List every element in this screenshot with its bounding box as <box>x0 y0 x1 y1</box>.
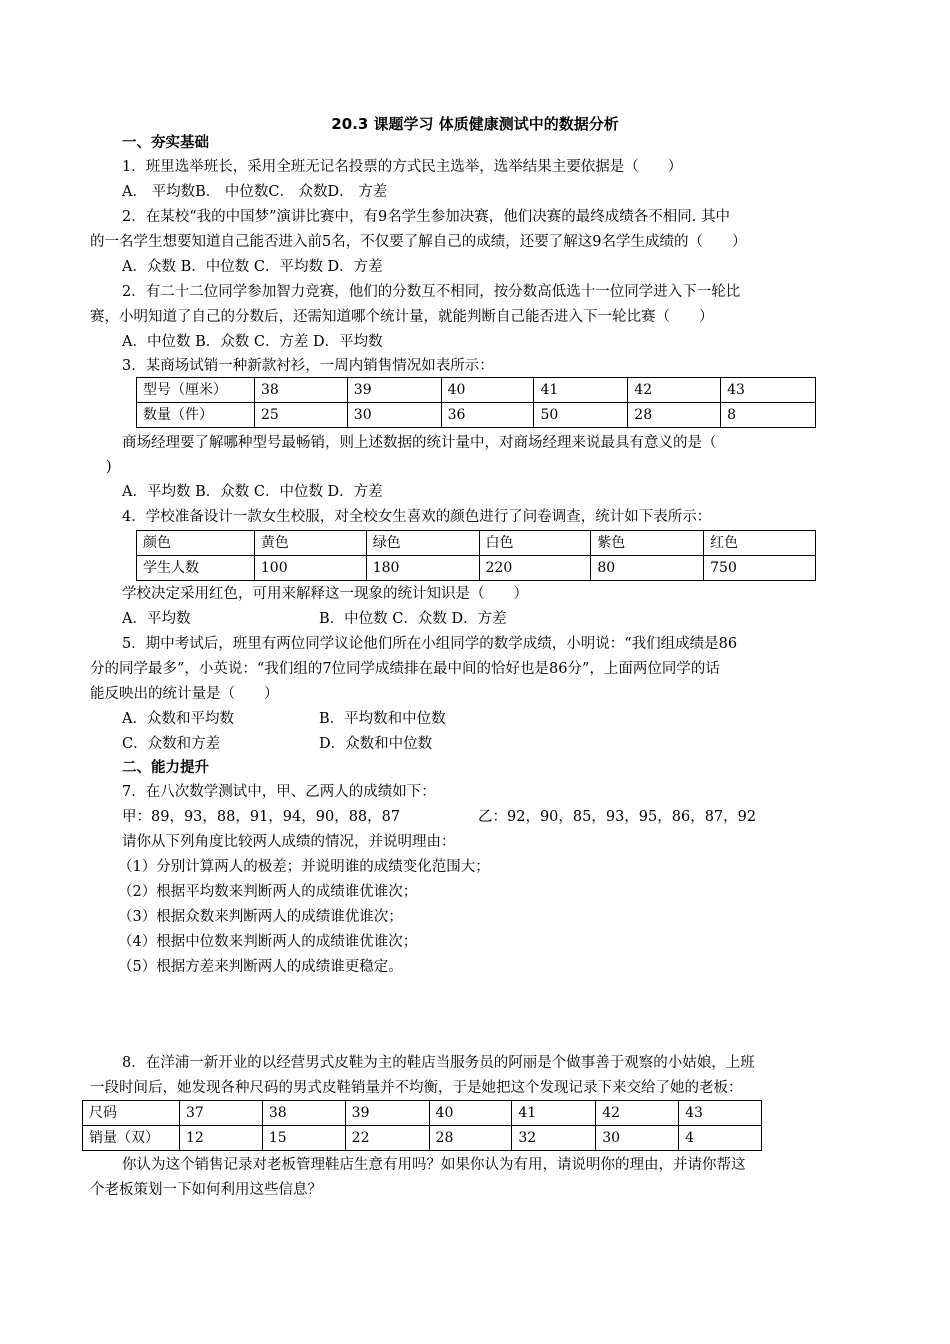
table-cell: 80 <box>591 556 704 581</box>
table-cell: 25 <box>254 403 347 428</box>
question-5-option-a: A．众数和平均数 <box>122 711 234 727</box>
table-cell: 黄色 <box>254 531 366 556</box>
question-7-item: （3）根据众数来判断两人的成绩谁优谁次； <box>118 909 403 925</box>
question-2b-line-2: 赛，小明知道了自己的分数后，还需知道哪个统计量，就能判断自己能否进入下一轮比赛（ ） <box>90 309 714 325</box>
table-cell: 50 <box>534 403 628 428</box>
question-2a-line-2: 的一名学生想要知道自己能否进入前5名，不仅要了解自己的成绩，还要了解这9名学生成绩的（ ） <box>90 234 747 250</box>
table-cell: 42 <box>596 1101 679 1126</box>
section-heading-improve: 二、能力提升 <box>122 760 209 776</box>
table-cell: 数量（件） <box>137 403 255 428</box>
question-7-item: （2）根据平均数来判断两人的成绩谁优谁次； <box>118 884 418 900</box>
table-cell: 43 <box>721 378 816 403</box>
table-cell: 40 <box>429 1101 512 1126</box>
question-4-stem: 4．学校准备设计一款女生校服，对全校女生喜欢的颜色进行了问卷调查，统计如下表所示： <box>122 509 712 525</box>
question-5-option-c: C．众数和方差 <box>122 736 221 752</box>
table-cell: 41 <box>534 378 628 403</box>
table-cell: 8 <box>721 403 816 428</box>
table-cell: 40 <box>441 378 534 403</box>
table-cell: 15 <box>262 1126 345 1151</box>
question-7-item: （5）根据方差来判断两人的成绩谁更稳定。 <box>118 959 403 975</box>
table-row <box>137 531 816 556</box>
question-8-line-2: 一段时间后，她发现各种尺码的男式皮鞋销量并不均衡，于是她把这个发现记录下来交给了她的老板： <box>90 1080 743 1096</box>
question-5-option-b: B．平均数和中位数 <box>319 711 446 727</box>
table-cell: 32 <box>512 1126 596 1151</box>
table-cell: 28 <box>628 403 721 428</box>
table-cell: 180 <box>366 556 479 581</box>
table-row <box>137 378 816 403</box>
question-3-line-1: 商场经理要了解哪种型号最畅销，则上述数据的统计量中，对商场经理来说最具有意义的是（ <box>122 435 717 451</box>
table-cell: 36 <box>441 403 534 428</box>
question-4-options-rest: B．中位数 C．众数 D．方差 <box>319 611 507 627</box>
color-survey-table <box>136 530 816 581</box>
table-cell: 38 <box>262 1101 345 1126</box>
table-cell: 12 <box>179 1126 262 1151</box>
question-8-line-3: 你认为这个销售记录对老板管理鞋店生意有用吗？如果你认为有用，请说明你的理由，并请你帮这 <box>122 1157 746 1173</box>
table-cell: 紫色 <box>591 531 704 556</box>
table-cell: 白色 <box>479 531 591 556</box>
page-title: 20.3 课题学习 体质健康测试中的数据分析 <box>331 115 619 133</box>
question-1-stem: 1．班里选举班长，采用全班无记名投票的方式民主选举，选举结果主要依据是（ ） <box>122 159 683 175</box>
table-cell: 学生人数 <box>137 556 255 581</box>
section-heading-basics: 一、夯实基础 <box>122 135 209 151</box>
question-3-line-2: ) <box>106 459 112 475</box>
table-cell: 39 <box>347 378 441 403</box>
question-2a-line-1: 2．在某校“我的中国梦”演讲比赛中，有9名学生参加决赛，他们决赛的最终成绩各不相同. 其中 <box>122 209 730 225</box>
table-row <box>137 403 816 428</box>
question-4-option-a: A．平均数 <box>122 611 191 627</box>
table-cell: 28 <box>429 1126 512 1151</box>
table-cell: 39 <box>345 1101 429 1126</box>
table-cell: 41 <box>512 1101 596 1126</box>
question-7-jia-scores: 甲：89，93，88，91，94，90，88，87 <box>122 809 401 825</box>
table-cell: 42 <box>628 378 721 403</box>
table-cell: 4 <box>679 1126 762 1151</box>
table-cell: 38 <box>254 378 347 403</box>
table-cell: 颜色 <box>137 531 255 556</box>
question-8-line-4: 个老板策划一下如何利用这些信息？ <box>90 1182 322 1198</box>
question-7-intro: 请你从下列角度比较两人成绩的情况，并说明理由： <box>122 834 456 850</box>
table-cell: 43 <box>679 1101 762 1126</box>
question-3-options: A．平均数 B．众数 C．中位数 D．方差 <box>122 484 383 500</box>
table-cell: 22 <box>345 1126 429 1151</box>
question-7-stem: 7．在八次数学测试中，甲、乙两人的成绩如下： <box>122 784 436 800</box>
table-row <box>83 1101 762 1126</box>
question-2b-line-1: 2．有二十二位同学参加智力竞赛，他们的分数互不相同，按分数高低选十一位同学进入下一轮比 <box>122 284 741 300</box>
table-cell: 30 <box>347 403 441 428</box>
table-cell: 红色 <box>704 531 816 556</box>
question-3-stem: 3．某商场试销一种新款衬衫，一周内销售情况如表所示： <box>122 358 494 374</box>
table-cell: 37 <box>179 1101 262 1126</box>
question-4-line-1: 学校决定采用红色，可用来解释这一现象的统计知识是（ ） <box>122 586 528 602</box>
table-cell: 750 <box>704 556 816 581</box>
table-cell: 30 <box>596 1126 679 1151</box>
question-2b-options: A．中位数 B．众数 C．方差 D．平均数 <box>122 334 383 350</box>
question-8-line-1: 8．在洋浦一新开业的以经营男式皮鞋为主的鞋店当服务员的阿丽是个做事善于观察的小姑娘，上班 <box>122 1055 755 1071</box>
table-row <box>137 556 816 581</box>
table-cell: 型号（厘米） <box>137 378 255 403</box>
table-cell: 销量（双） <box>83 1126 180 1151</box>
question-5-line-2: 分的同学最多”，小英说：“我们组的7位同学成绩排在最中间的恰好也是86分”，上面两位同学的话 <box>90 661 720 677</box>
question-7-yi-scores: 乙：92，90，85，93，95，86，87，92 <box>478 809 757 825</box>
question-5-line-1: 5．期中考试后，班里有两位同学议论他们所在小组同学的数学成绩，小明说：“我们组成绩是86 <box>122 636 738 652</box>
question-7-item: （1）分别计算两人的极差；并说明谁的成绩变化范围大； <box>118 859 490 875</box>
table-cell: 尺码 <box>83 1101 180 1126</box>
question-2a-options: A．众数 B．中位数 C．平均数 D．方差 <box>122 259 383 275</box>
question-1-options: A． 平均数B． 中位数C． 众数D． 方差 <box>122 184 388 200</box>
question-5-option-d: D．众数和中位数 <box>319 736 433 752</box>
table-cell: 100 <box>254 556 366 581</box>
question-7-item: （4）根据中位数来判断两人的成绩谁优谁次； <box>118 934 418 950</box>
table-cell: 绿色 <box>366 531 479 556</box>
shoe-sales-table <box>82 1100 762 1151</box>
table-cell: 220 <box>479 556 591 581</box>
question-5-line-3: 能反映出的统计量是（ ） <box>90 686 279 702</box>
shirt-sales-table <box>136 377 816 428</box>
table-row <box>83 1126 762 1151</box>
